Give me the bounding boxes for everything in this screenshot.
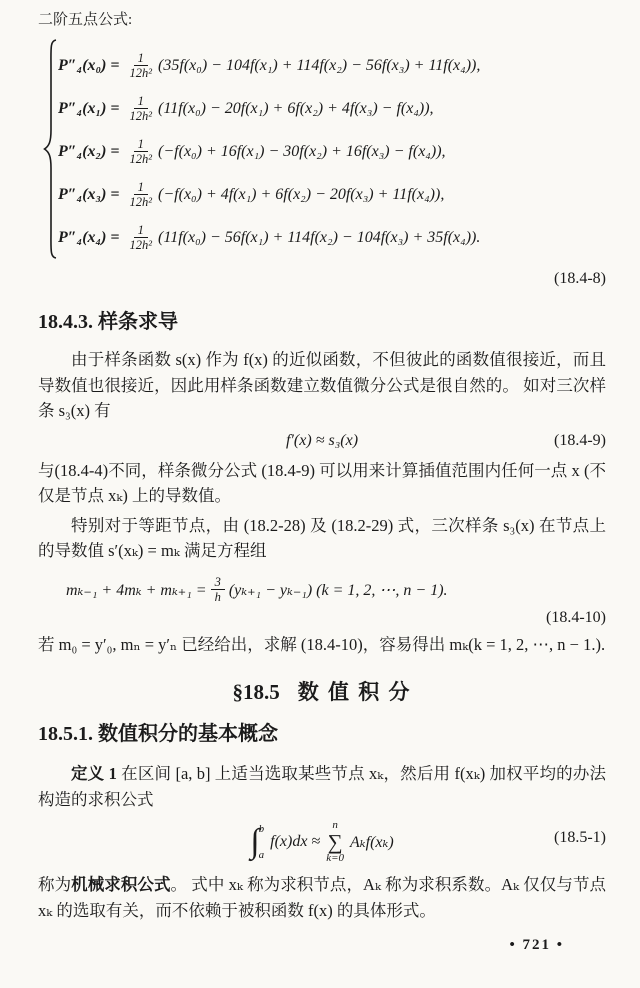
- equation-number-18-5-1: (18.5-1): [554, 829, 606, 846]
- equation-middle: f(x)dx ≈: [270, 833, 321, 850]
- equation-row: [58, 87, 480, 130]
- definition-label: 定义 1: [71, 764, 117, 783]
- intro-label: 二阶五点公式:: [38, 12, 133, 28]
- definition-text: 在区间 [a, b] 上适当选取某些节点 xₖ，然后用 f(xₖ) 加权平均的办法构造的求积公式: [38, 764, 607, 809]
- equation-number-18-4-9: (18.4-9): [554, 431, 606, 449]
- equation-rhs: (11f(x₀) − 20f(x₁) + 6f(x₂) + 4f(x₃) − f(x₄)),: [158, 99, 434, 117]
- fraction: [128, 180, 155, 210]
- fraction-numerator: 1: [134, 137, 148, 152]
- summation-lower-limit: k=0: [326, 852, 345, 864]
- closing-rest: 。 式中 xₖ 称为求积节点，Aₖ 称为求积系数。Aₖ 仅仅与节点 xₖ 的选取有关，而不依赖于被积函数 f(x) 的具体形式。: [38, 875, 607, 920]
- paragraph-spline-intro: 由于样条函数 s(x) 作为 f(x) 的近似函数，不但彼此的函数值很接近，而且导数值也很接近，因此用样条函数建立数值微分公式是很自然的。 如对三次样条 s₃(x) 有: [38, 350, 606, 420]
- section-heading-18-4-3: 18.4.3. 样条求导: [38, 311, 178, 333]
- chapter-heading-18-5: [38, 677, 606, 707]
- fraction-denominator: h: [214, 590, 221, 604]
- equation-lhs: P″₄(x₀) =: [58, 56, 120, 74]
- summation-sign: ∑: [327, 830, 343, 854]
- closing-bold-term: 机械求积公式: [71, 875, 171, 894]
- page-number: • 721 •: [509, 937, 564, 953]
- equation-rhs: (−f(x₀) + 16f(x₁) − 30f(x₂) + 16f(x₃) − f(x₄)),: [158, 142, 446, 160]
- equation-18-4-10: [66, 572, 606, 608]
- equation-18-5-1: [38, 818, 606, 866]
- fraction: [128, 137, 155, 167]
- left-brace-icon: [42, 38, 58, 265]
- equation-rhs: (11f(x₀) − 56f(x₁) + 114f(x₂) − 104f(x₃) + 35f(x₄)).: [158, 228, 481, 246]
- equation-rhs: (yₖ₊₁ − yₖ₋₁) (k = 1, 2, ⋯, n − 1).: [228, 581, 448, 599]
- fraction-numerator: 3: [211, 575, 225, 590]
- equation-row: [58, 216, 480, 259]
- equation-system-18-4-8: [42, 38, 606, 265]
- equation-lhs: P″₄(x₃) =: [58, 185, 120, 203]
- equation-row: [58, 173, 480, 216]
- summation-upper-limit: n: [332, 819, 338, 831]
- closing-prefix: 称为: [38, 875, 72, 894]
- fraction: [128, 223, 155, 253]
- equation-lhs: mₖ₋₁ + 4mₖ + mₖ₊₁ =: [66, 581, 207, 599]
- summation-icon: [326, 820, 344, 864]
- fraction: [211, 575, 225, 605]
- fraction: [128, 51, 155, 81]
- integral-limits: [259, 823, 265, 861]
- equation-number-18-4-10: (18.4-10): [546, 608, 606, 626]
- fraction-numerator: 1: [134, 51, 148, 66]
- equation-body: f′(x) ≈ s₃(x): [285, 431, 359, 449]
- fraction-numerator: 1: [134, 94, 148, 109]
- paragraph-boundary-values: 若 m₀ = y′₀, mₙ = y′ₙ 已经给出，求解 (18.4-10)，容易得出 mₖ(k = 1, 2, ⋯, n − 1.).: [38, 634, 606, 654]
- paragraph-spline-difference: 与(18.4-4)不同，样条微分公式 (18.4-9) 可以用来计算插值范围内任何一点 x (不仅是节点 xₖ) 上的导数值。: [38, 460, 606, 505]
- equation-lhs: P″₄(x₂) =: [58, 142, 120, 160]
- integral-lower-limit: a: [258, 849, 265, 861]
- integral-icon: [250, 822, 268, 862]
- integral-sign: ∫: [250, 823, 260, 860]
- equation-rhs: (−f(x₀) + 4f(x₁) + 6f(x₂) − 20f(x₃) + 11f(x₄)),: [158, 185, 445, 203]
- equation-row: [58, 130, 480, 173]
- equation-rhs: Aₖf(xₖ): [350, 834, 394, 851]
- fraction-denominator: 12h²: [129, 109, 153, 123]
- chapter-number: §18.5: [232, 680, 280, 704]
- chapter-title: 数 值 积 分: [297, 680, 412, 704]
- equation-lhs: P″₄(x₁) =: [58, 99, 120, 117]
- equation-18-4-9: [38, 428, 606, 454]
- fraction-numerator: 1: [134, 223, 148, 238]
- paragraph-mechanical-quadrature: [38, 872, 606, 923]
- integral-upper-limit: b: [258, 823, 265, 835]
- paragraph-definition-1: [38, 761, 606, 812]
- fraction-denominator: 12h²: [129, 152, 153, 166]
- fraction-denominator: 12h²: [129, 66, 153, 80]
- equation-lhs: P″₄(x₄) =: [58, 228, 120, 246]
- fraction-numerator: 1: [134, 180, 148, 195]
- fraction: [128, 94, 155, 124]
- equation-rhs: (35f(x₀) − 104f(x₁) + 114f(x₂) − 56f(x₃) + 11f(x₄)),: [158, 56, 481, 74]
- paragraph-equal-nodes: 特别对于等距节点，由 (18.2-28) 及 (18.2-29) 式，三次样条 s₃(x) 在节点上的导数值 s′(xₖ) = mₖ 满足方程组: [38, 515, 606, 560]
- fraction-denominator: 12h²: [129, 195, 153, 209]
- fraction-denominator: 12h²: [129, 238, 153, 252]
- equation-number-18-4-8: (18.4-8): [554, 270, 606, 287]
- section-heading-18-5-1: 18.5.1. 数值积分的基本概念: [38, 723, 278, 745]
- equation-row: [58, 44, 480, 87]
- equation-column: [58, 44, 480, 259]
